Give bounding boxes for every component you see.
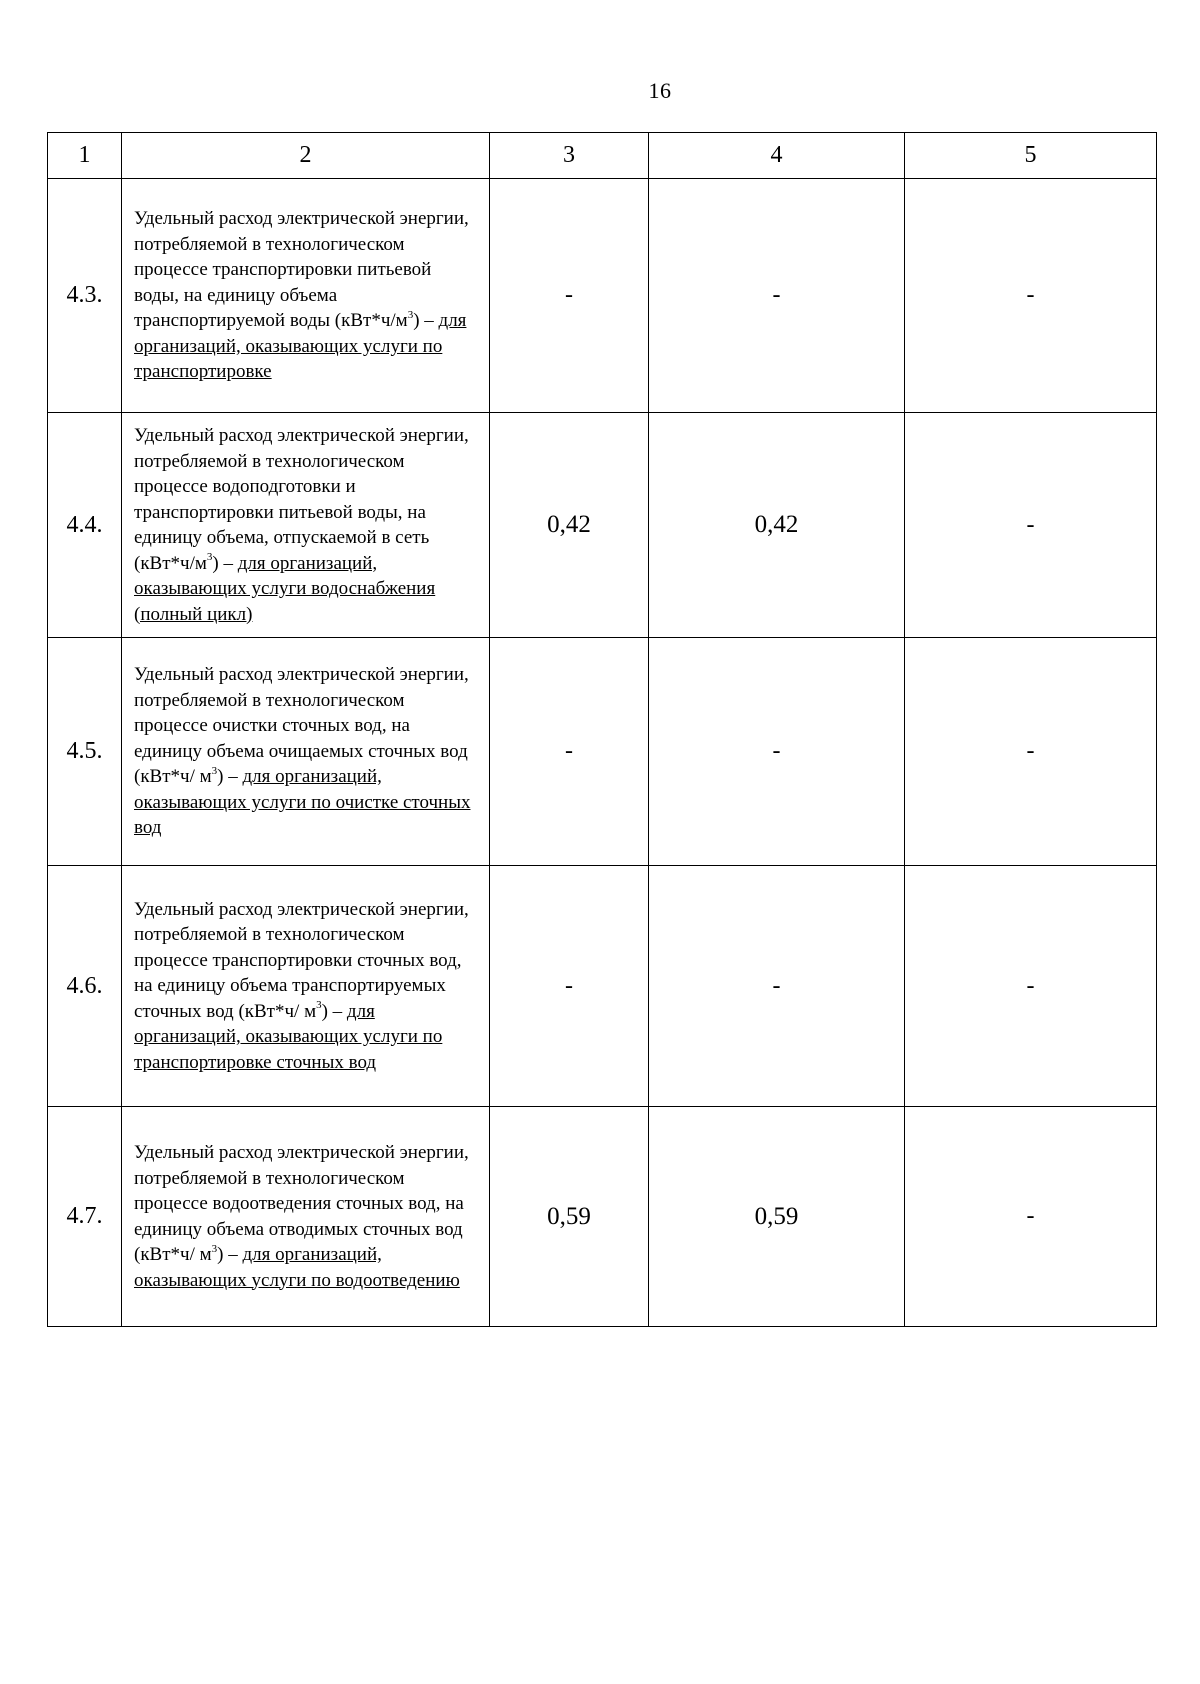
superscript: 3 [316,999,322,1012]
table-row [48,1107,1157,1327]
row-number: 4.4. [48,413,122,638]
value-col5: - [905,1107,1157,1327]
value-col3: 0,59 [490,1107,649,1327]
superscript: 3 [211,764,218,777]
row-number: 4.5. [48,638,122,866]
description-underlined: для организаций, оказывающих услуги водоснабжения (полный цикл) [134,552,436,625]
column-header-4: 4 [649,133,905,179]
value-col5: - [905,866,1157,1107]
row-description [122,179,490,413]
row-description [122,1107,490,1327]
description-underlined: для организаций, оказывающих услуги по транспортировке [134,310,467,383]
row-description [122,413,490,638]
value-col3: - [490,638,649,866]
table-header-row [48,133,1157,179]
value-col5: - [905,179,1157,413]
value-col3: - [490,179,649,413]
superscript: 3 [407,308,414,321]
description-underlined: для организаций, оказывающих услуги по водоотведению [134,1244,460,1291]
row-description [122,638,490,866]
value-col4: 0,42 [649,413,905,638]
description-text: Удельный расход электрической энергии, потребляемой в технологическом процессе водоотведения сточных вод, на единицу объема отводимых сточных вод (кВт*ч/ м [134,1142,469,1265]
description-underlined: для организаций, оказывающих услуги по очистке сточных вод [134,766,471,839]
description-text: Удельный расход электрической энергии, потребляемой в технологическом процессе водоподготовки и транспортировки питьевой воды, на единицу объема, отпускаемой в сеть (кВт*ч/м [134,425,469,574]
row-description [122,866,490,1107]
row-number: 4.6. [48,866,122,1107]
description-close: ) – [212,552,238,574]
value-col5: - [905,413,1157,638]
indicators-table [47,132,1157,1327]
table-row [48,179,1157,413]
value-col4: - [649,638,905,866]
column-header-1: 1 [48,133,122,179]
description-close: ) – [217,1244,243,1265]
description-close: ) – [413,310,439,332]
value-col4: 0,59 [649,1107,905,1327]
row-number: 4.7. [48,1107,122,1327]
value-col3: - [490,866,649,1107]
table-row [48,413,1157,638]
value-col3: 0,42 [490,413,649,638]
superscript: 3 [206,551,213,564]
column-header-2: 2 [122,133,490,179]
table-row [48,638,1157,866]
row-number: 4.3. [48,179,122,413]
description-text: Удельный расход электрической энергии, потребляемой в технологическом процессе транспортировки сточных вод, на единицу объема транспортируемых сточных вод (кВт*ч/ м [134,898,469,1022]
description-close: ) – [217,766,243,788]
value-col5: - [905,638,1157,866]
value-col4: - [649,866,905,1107]
value-col4: - [649,179,905,413]
description-underlined: для организаций, оказывающих услуги по транспортировке сточных вод [134,1000,443,1073]
description-text: Удельный расход электрической энергии, потребляемой в технологическом процессе транспортировки питьевой воды, на единицу объема транспортируемой воды (кВт*ч/м [134,208,469,332]
column-header-3: 3 [490,133,649,179]
superscript: 3 [211,1242,218,1255]
column-header-5: 5 [905,133,1157,179]
description-text: Удельный расход электрической энергии, потребляемой в технологическом процессе очистки сточных вод, на единицу объема очищаемых сточных вод (кВт*ч/ м [134,664,469,788]
table-row [48,866,1157,1107]
page-number: 16 [648,78,672,103]
description-close: ) – [321,1000,347,1022]
